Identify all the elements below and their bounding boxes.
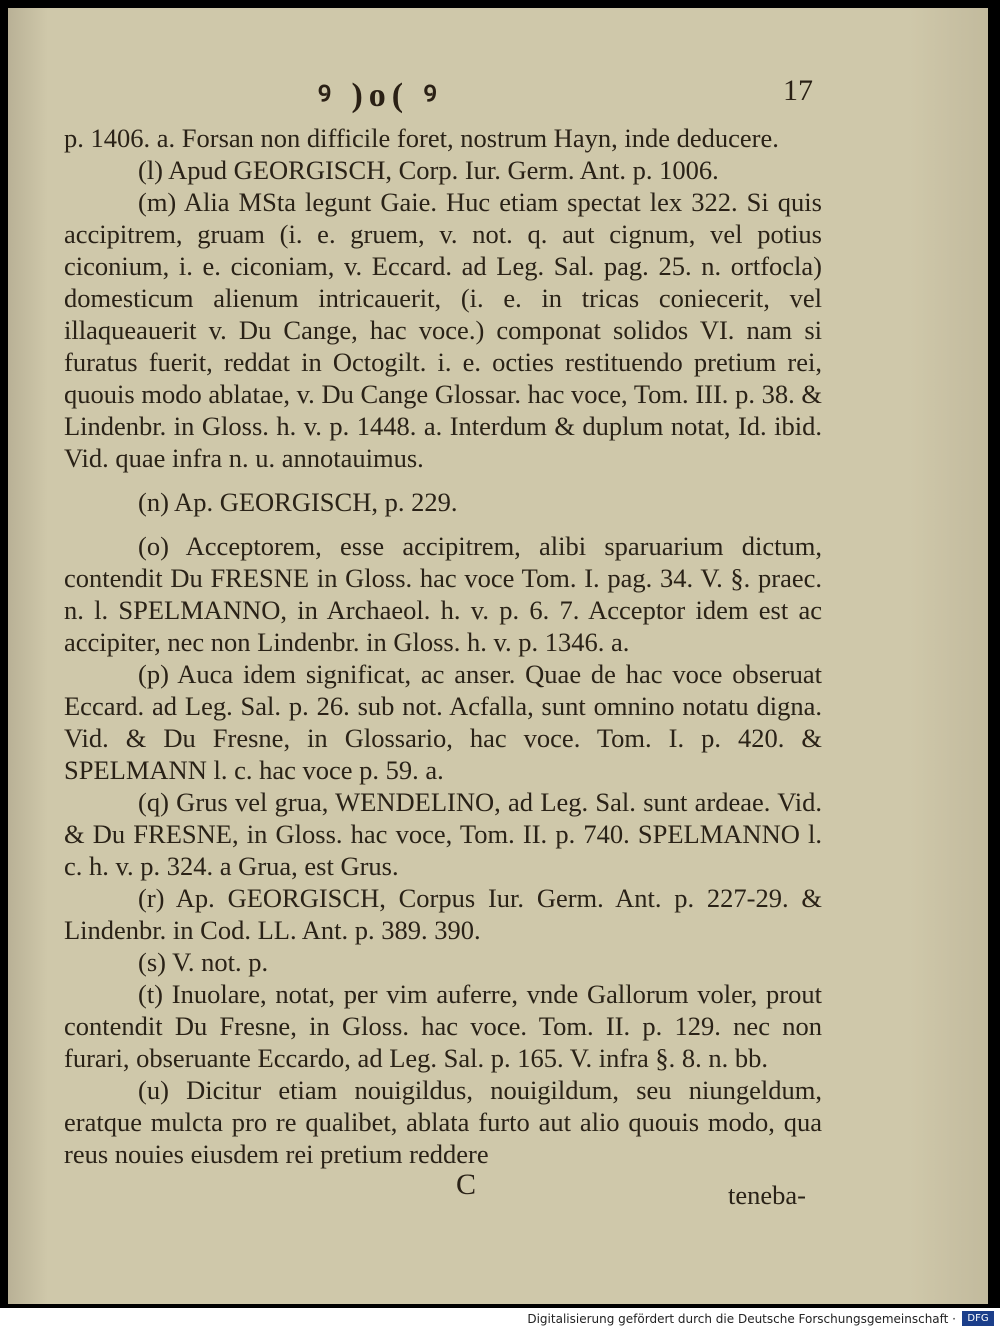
signature-mark: C xyxy=(456,1168,477,1201)
dfg-logo: DFG xyxy=(962,1311,994,1326)
scanned-page xyxy=(8,8,988,1304)
footnote-q: (q) Grus vel grua, WENDELINO, ad Leg. Sal. sunt ardeae. Vid. & Du FRESNE, in Gloss. hac voce, Tom. II. p. 740. SPELMANNO l. c. h. v. p. 324. a Grua, est Grus. xyxy=(64,787,822,881)
footnote-o: (o) Acceptorem, esse accipitrem, alibi sparuarium dictum, contendit Du FRESNE in Gloss. hac voce Tom. I. pag. 34. V. §. praec. n. l. SPELMANNO, in Archaeol. h. v. p. 6. 7. Acceptor idem est ac accipiter, nec non Lindenbr. in Gloss. h. v. p. 1346. a. xyxy=(64,531,822,657)
footnote-text xyxy=(64,122,822,1170)
footnote-s: (s) V. not. p. xyxy=(138,947,269,977)
footnote-m: (m) Alia MSta legunt Gaie. Huc etiam spectat lex 322. Si quis accipitrem, gruam (i. e. gruem, v. not. q. aut cignum, vel potius ciconium, i. e. ciconiam, v. Eccard. ad Leg. Sal. pag. 25. n. ortfocla) domesticum alienum intricauerit, (i. e. in tricas coniecerit, vel illaqueauerit v. Du Cange, hac voce.) componat solidos VI. nam si furatus fuerit, reddat in Octogilt. i. e. octies restituendo pretium rei, quouis modo ablatae, v. Du Cange Glossar. hac voce, Tom. III. p. 38. & Lindenbr. in Gloss. h. v. p. 1448. a. Interdum & duplum notat, Id. ibid. Vid. quae infra n. u. annotauimus. xyxy=(64,187,822,473)
footnote-n: (n) Ap. GEORGISCH, p. 229. xyxy=(138,487,458,517)
header-ornament: ꝰ )o( ꝰ xyxy=(318,77,443,114)
continued-paragraph: p. 1406. a. Forsan non difficile foret, nostrum Hayn, inde deducere. xyxy=(64,123,779,153)
footnote-p: (p) Auca idem significat, ac anser. Quae de hac voce obseruat Eccard. ad Leg. Sal. p. 26. sub not. Acfalla, sunt omnino notatu digna. Vid. & Du Fresne, in Glossario, hac voce. Tom. I. p. 420. & SPELMANN l. c. hac voce p. 59. a. xyxy=(64,659,822,785)
page-header xyxy=(8,70,988,118)
footnote-r: (r) Ap. GEORGISCH, Corpus Iur. Germ. Ant. p. 227-29. & Lindenbr. in Cod. LL. Ant. p. 389. 390. xyxy=(64,883,822,945)
footnote-u: (u) Dicitur etiam nouigildus, nouigildum, seu niungeldum, eratque mulcta pro re qualibet, ablata furto aut alio quouis modo, qua reus nouies eiusdem rei pretium reddere xyxy=(64,1075,822,1169)
digitization-footer xyxy=(0,1308,1000,1331)
page-number: 17 xyxy=(783,74,813,107)
footnote-l: (l) Apud GEORGISCH, Corp. Iur. Germ. Ant. p. 1006. xyxy=(138,155,719,185)
footnote-t: (t) Inuolare, notat, per vim auferre, vnde Gallorum voler, prout contendit Du Fresne, in Gloss. hac voce. Tom. II. p. 129. nec non furari, obseruante Eccardo, ad Leg. Sal. p. 165. V. infra §. 8. n. bb. xyxy=(64,979,822,1073)
catchword: teneba- xyxy=(728,1180,806,1210)
funding-credit: Digitalisierung gefördert durch die Deutsche Forschungsgemeinschaft · xyxy=(527,1312,956,1326)
